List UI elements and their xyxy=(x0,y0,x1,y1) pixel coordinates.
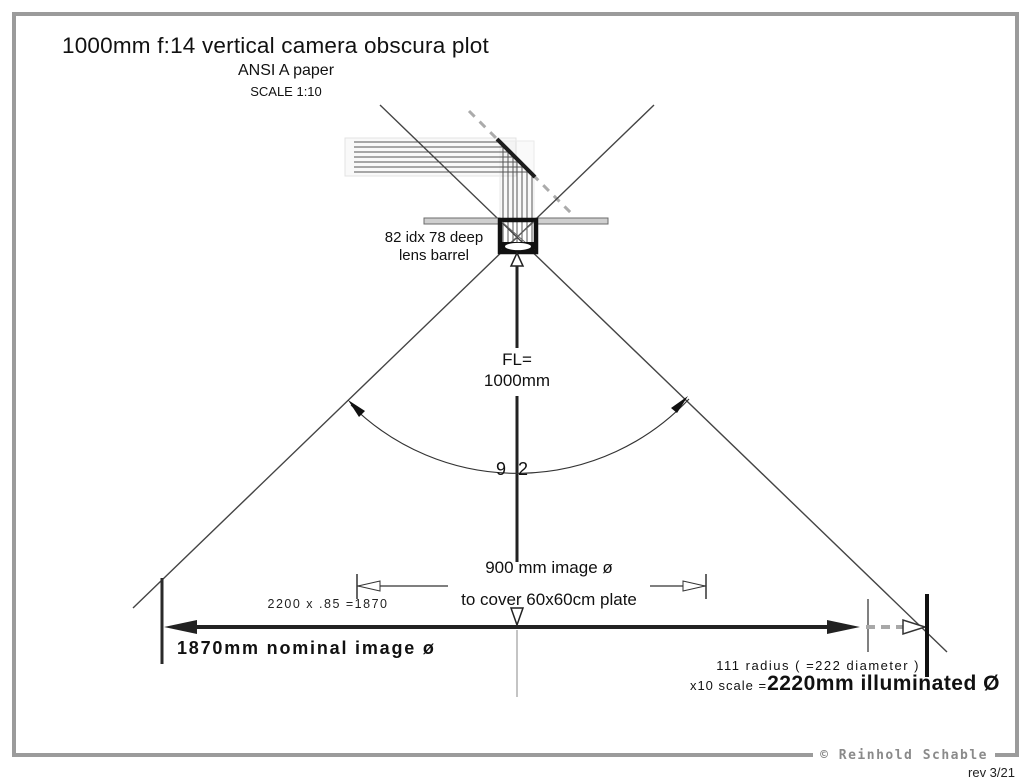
image900-label-line2: to cover 60x60cm plate xyxy=(461,590,637,609)
lens-barrel-label-line1: 82 idx 78 deep xyxy=(384,229,484,246)
scale-label: SCALE 1:10 xyxy=(250,84,322,99)
revision-label: rev 3/21 xyxy=(968,765,1015,780)
calc-note-label: 2200 x .85 =1870 xyxy=(267,597,389,611)
lens-barrel xyxy=(500,220,536,252)
lens-element xyxy=(505,243,531,250)
arc-arrowhead-right-icon xyxy=(671,396,688,413)
angle-degrees-label: 92 xyxy=(496,459,541,479)
lens-barrel-label-line2: lens barrel xyxy=(398,247,470,264)
radius-note-label: 111 radius ( =222 diameter ) xyxy=(716,658,920,673)
illuminated-label xyxy=(690,672,1000,696)
focal-length-line2: 1000mm xyxy=(483,370,551,390)
solid-arrow-left-icon xyxy=(164,620,197,634)
nominal-image-label: 1870mm nominal image ø xyxy=(177,638,436,658)
lens-barrel-label xyxy=(385,229,483,265)
image900-label-line1: 900 mm image ø xyxy=(485,558,613,577)
illuminated-value: 2220mm illuminated Ø xyxy=(767,672,1000,695)
cone-line-left-to-right xyxy=(380,105,947,652)
arc-arrowhead-left-icon xyxy=(348,400,365,417)
focal-length-line1: FL= xyxy=(502,350,532,369)
cone-line-right-to-left xyxy=(133,105,654,608)
solid-arrow-right-icon xyxy=(827,620,860,634)
up-open-arrow-icon xyxy=(511,253,523,266)
down-open-arrow-icon xyxy=(511,608,523,625)
focal-length-label xyxy=(484,350,550,391)
open-arrow-extension-icon xyxy=(903,620,925,634)
paper-size-label: ANSI A paper xyxy=(237,62,335,79)
copyright-label: © Reinhold Schable xyxy=(813,748,995,763)
open-arrow-right-icon xyxy=(683,581,705,591)
open-arrow-left-icon xyxy=(358,581,380,591)
illuminated-prefix: x10 scale = xyxy=(689,678,768,693)
page-title: 1000mm f:14 vertical camera obscura plot xyxy=(62,33,489,58)
